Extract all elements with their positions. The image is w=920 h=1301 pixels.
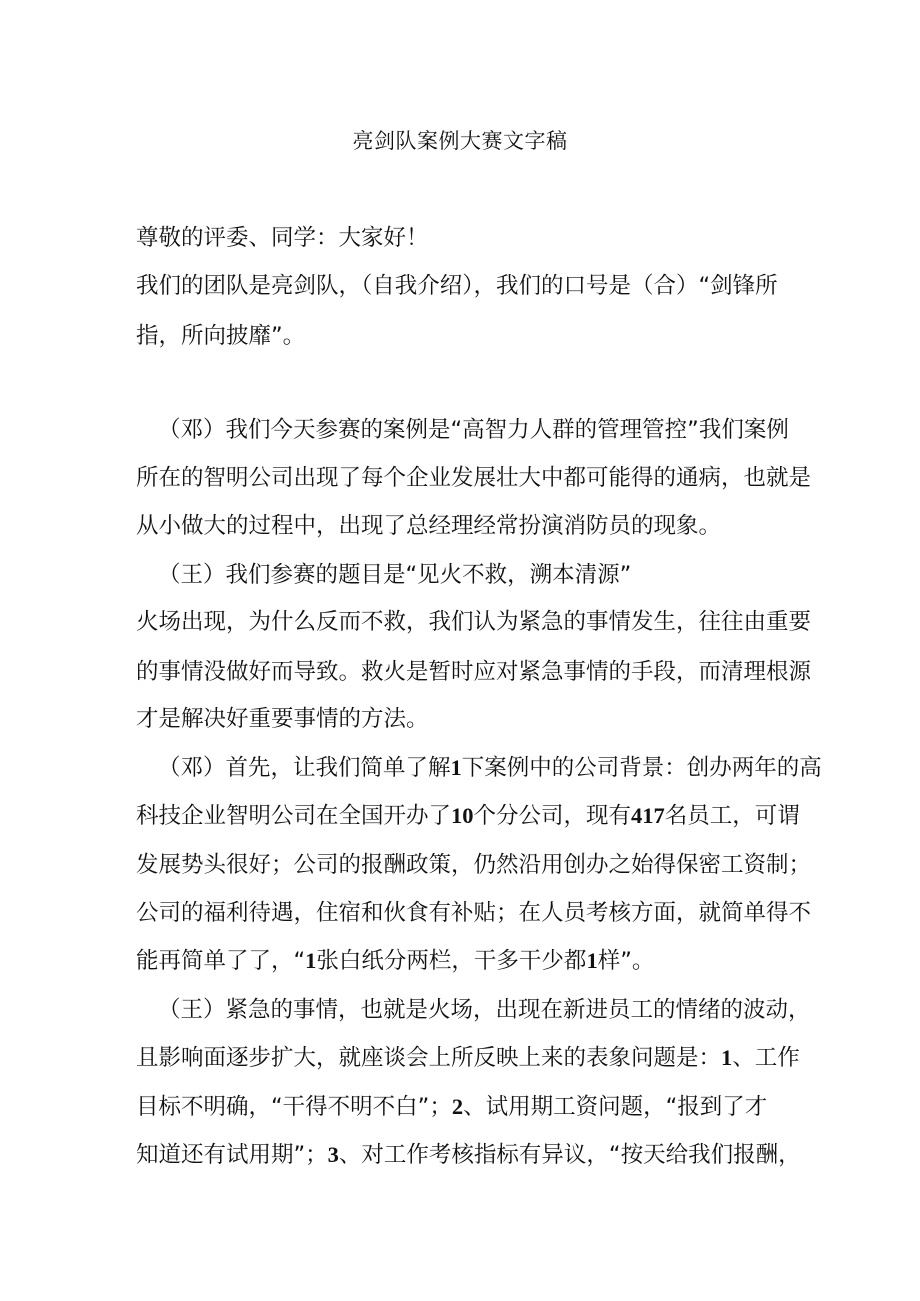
inline-number: 10	[451, 803, 474, 828]
body-line: 才是解决好重要事情的方法。	[136, 706, 429, 732]
body-line: 目标不明确，“干得不明不白”；2、试用期工资问题，“报到了才	[136, 1094, 768, 1120]
inline-number: 3	[327, 1142, 339, 1167]
inline-number: 1	[721, 1045, 733, 1070]
body-line: （邓）首先，让我们简单了解1下案例中的公司背景：创办两年的高	[158, 755, 822, 781]
inline-number: 1	[586, 948, 598, 973]
body-line: 且影响面逐步扩大，就座谈会上所反映上来的表象问题是：1、工作	[136, 1045, 800, 1071]
body-line: 指，所向披靡”。	[136, 323, 306, 349]
body-line: （邓）我们今天参赛的案例是“高智力人群的管理管控”我们案例	[158, 417, 789, 443]
body-line: 能再简单了了，“1张白纸分两栏，干多干少都1样”。	[136, 948, 655, 974]
body-line: 所在的智明公司出现了每个企业发展壮大中都可能得的通病，也就是	[136, 465, 812, 491]
inline-number: 417	[631, 803, 665, 828]
document-title: 亮剑队案例大赛文字稿	[352, 129, 568, 153]
body-line: 知道还有试用期”；3、对工作考核指标有异议，“按天给我们报酬，	[136, 1142, 801, 1168]
body-line: 火场出现，为什么反而不救，我们认为紧急的事情发生，往往由重要	[136, 609, 812, 635]
body-line: （王）我们参赛的题目是“见火不救，溯本清源”	[158, 562, 632, 588]
body-line: 科技企业智明公司在全国开办了10个分公司，现有417名员工，可谓	[136, 803, 800, 829]
body-line: 发展势头很好；公司的报酬政策，仍然沿用创办之始得保密工资制；	[136, 852, 812, 878]
inline-number: 1	[450, 755, 462, 780]
inline-number: 2	[451, 1094, 464, 1119]
body-line: 我们的团队是亮剑队，（自我介绍），我们的口号是（合）“剑锋所	[136, 273, 778, 299]
inline-number: 1	[305, 948, 317, 973]
body-line: （王）紧急的事情，也就是火场，出现在新进员工的情绪的波动，	[158, 997, 811, 1023]
body-line: 的事情没做好而导致。救火是暂时应对紧急事情的手段，而清理根源	[136, 659, 812, 685]
body-line: 公司的福利待遇，住宿和伙食有补贴；在人员考核方面，就简单得不	[136, 900, 812, 926]
greeting-line: 尊敬的评委、同学：大家好！	[136, 225, 429, 251]
body-line: 从小做大的过程中，出现了总经理经常扮演消防员的现象。	[136, 513, 722, 539]
